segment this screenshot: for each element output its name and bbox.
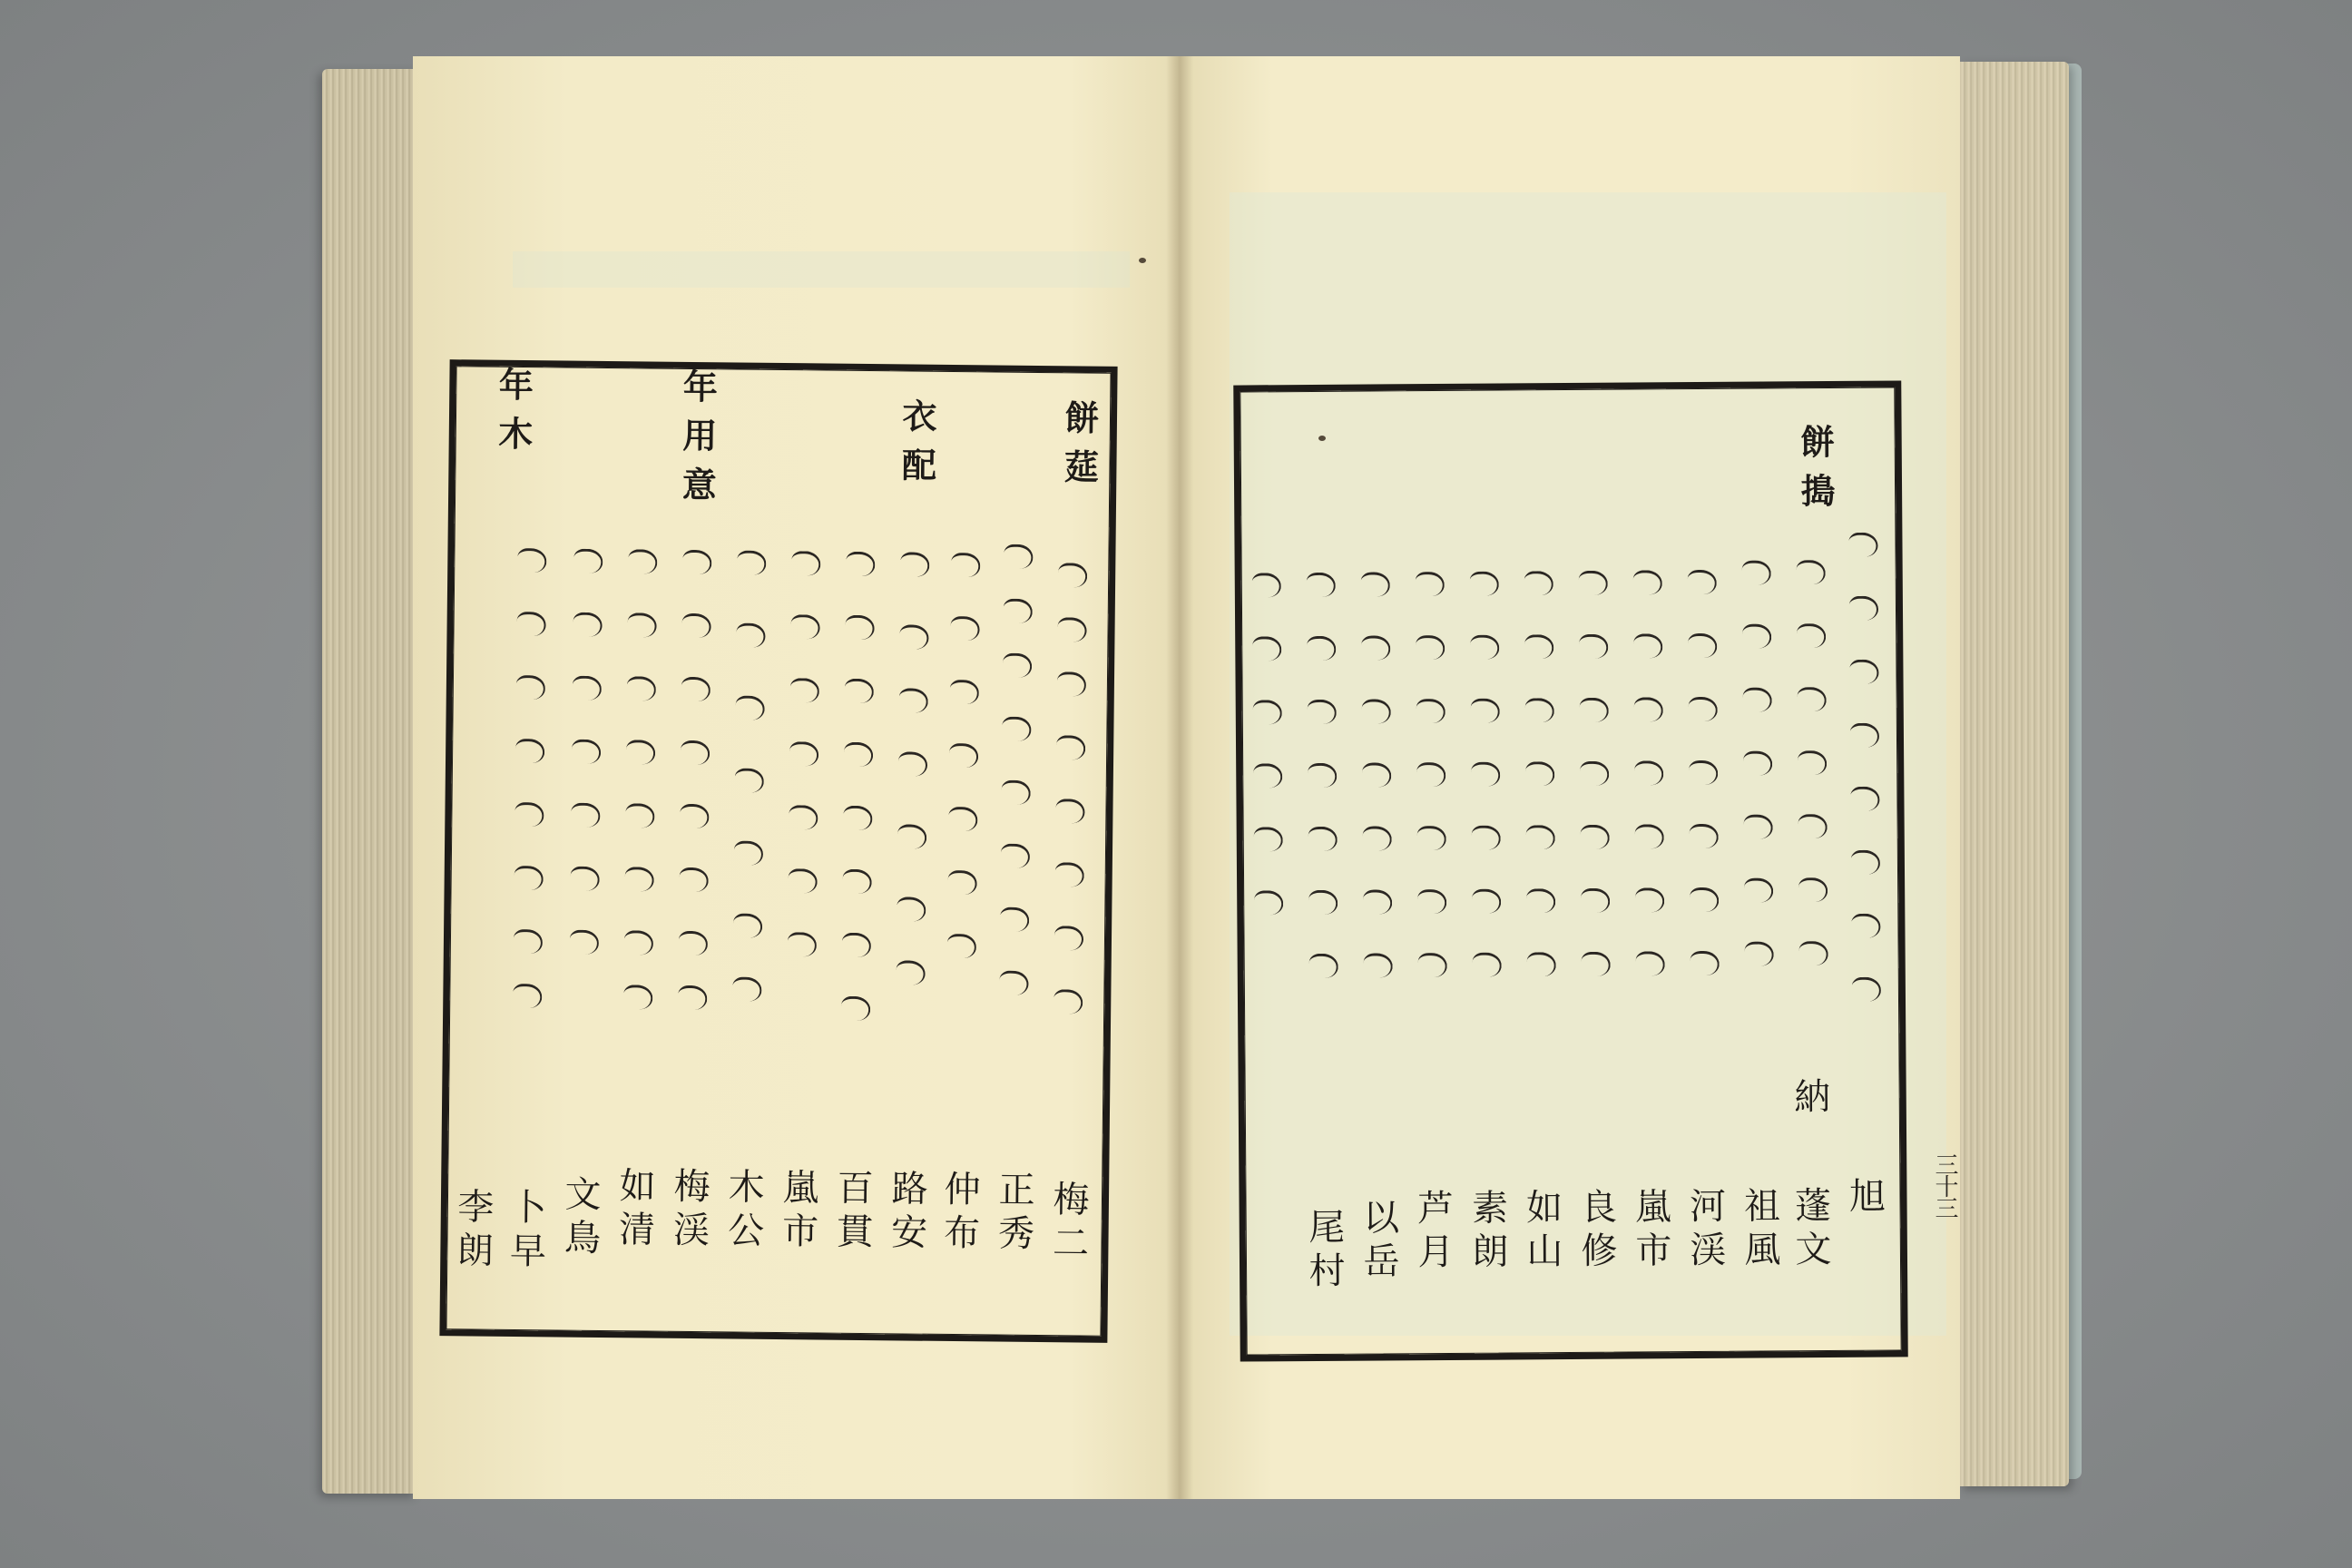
calligraphy-line <box>563 549 605 1130</box>
calligraphy-line <box>1573 571 1613 1152</box>
heading-mochitsuki: 餅搗 <box>1794 423 1837 523</box>
signature: 卜早 <box>504 1187 547 1276</box>
calligraphy-line <box>506 548 549 1129</box>
calligraphy-line <box>1737 560 1777 1141</box>
book-gutter <box>1166 56 1193 1499</box>
signature: 河渓 <box>1683 1186 1727 1275</box>
signature: 如清 <box>612 1166 656 1254</box>
calligraphy-line <box>1682 570 1722 1151</box>
signature: 蓬文 <box>1788 1186 1832 1274</box>
signature: 嵐市 <box>1629 1187 1672 1275</box>
calligraphy-line <box>1247 573 1287 1153</box>
calligraphy-line <box>1356 572 1396 1152</box>
signature: 祖風 <box>1738 1186 1781 1274</box>
calligraphy-line <box>780 551 823 1132</box>
calligraphy-line <box>671 550 714 1131</box>
calligraphy-line <box>889 552 932 1132</box>
left-paper-slip <box>513 251 1130 288</box>
signature: 納 <box>1788 1077 1830 1122</box>
signature: 梅二 <box>1046 1180 1090 1268</box>
calligraphy-line <box>1628 570 1668 1151</box>
calligraphy-line <box>1788 560 1831 1141</box>
left-text-frame <box>439 359 1117 1343</box>
signature: 路安 <box>885 1169 928 1257</box>
paper-speck <box>1318 436 1326 441</box>
signature: 旭 <box>1843 1176 1886 1220</box>
calligraphy-line <box>1410 572 1450 1152</box>
calligraphy-line <box>1047 554 1090 1134</box>
signature: 素朗 <box>1465 1188 1509 1276</box>
calligraphy-line <box>617 549 660 1130</box>
signature: 木公 <box>721 1167 765 1255</box>
signature: 以岳 <box>1357 1198 1400 1286</box>
signature: 尾村 <box>1302 1207 1346 1296</box>
signature: 正秀 <box>992 1170 1035 1258</box>
calligraphy-line <box>726 550 769 1131</box>
calligraphy-line <box>940 553 983 1133</box>
signature: 嵐市 <box>776 1168 819 1256</box>
calligraphy-line <box>1465 572 1504 1152</box>
left-page-edges <box>322 69 417 1494</box>
open-book <box>322 56 2069 1504</box>
signature: 良修 <box>1574 1187 1618 1275</box>
signature: 仲布 <box>937 1169 981 1258</box>
right-text-frame <box>1233 380 1907 1361</box>
signature: 梅渓 <box>667 1166 710 1255</box>
signature: 芦月 <box>1411 1188 1455 1277</box>
page-folio: 三十三 <box>1931 1152 1958 1218</box>
heading-koromokubari: 衣配 <box>896 397 938 496</box>
heading-toshigi: 年木 <box>492 366 534 466</box>
calligraphy-line <box>993 544 1035 1125</box>
calligraphy-line <box>1301 573 1341 1153</box>
right-page-edges <box>1960 62 2069 1486</box>
heading-toshiyoi: 年用意 <box>675 368 719 516</box>
paper-speck <box>1139 258 1146 263</box>
signature: 百貫 <box>830 1168 874 1257</box>
heading-mochimushiro: 餅莚 <box>1058 399 1101 498</box>
calligraphy-line <box>1519 571 1559 1152</box>
signature: 文鳥 <box>558 1174 602 1262</box>
signature: 李朗 <box>451 1187 495 1275</box>
calligraphy-line <box>835 552 877 1132</box>
calligraphy-line <box>1843 533 1883 1113</box>
signature: 如山 <box>1520 1188 1563 1276</box>
